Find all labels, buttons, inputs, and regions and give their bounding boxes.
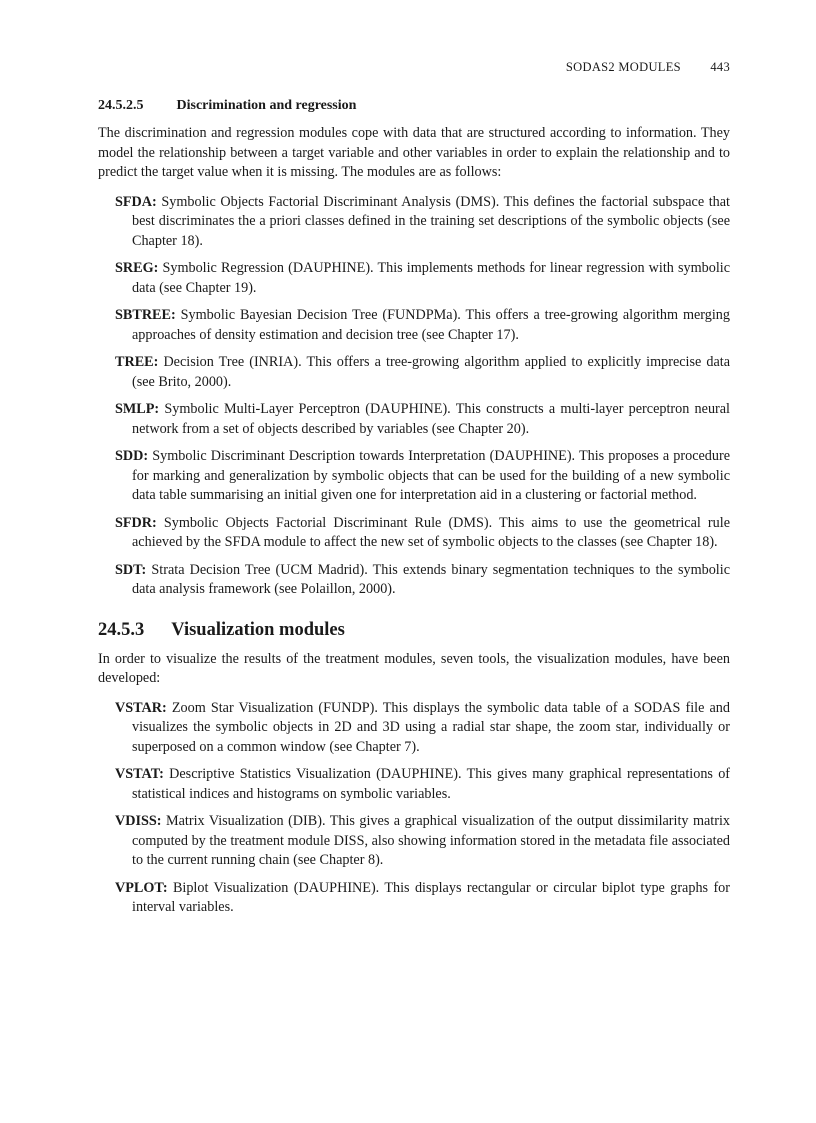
module-name: SMLP: [115,401,160,417]
module-name: SDT: [115,561,147,578]
list-item [115,514,730,553]
module-name: SDD: [115,448,149,464]
discrimination-module-list [98,193,730,600]
subsection-number: 24.5.2.5 [98,98,144,113]
list-item [115,400,730,439]
module-description: Symbolic Objects Factorial Discriminant Rule (DMS). This aims to use the geometrical rule achieved by the SFDA module to affect the new set of symbolic objects to the classes (see Chapter 18). [132,514,730,550]
list-item [115,561,730,600]
page-number: 443 [710,60,730,74]
list-item [115,812,730,871]
module-name: SFDR: [115,514,157,531]
list-item [115,447,730,506]
module-name: VSTAT: [115,766,164,782]
visualization-module-list [98,699,730,918]
module-description: Biplot Visualization (DAUPHINE). This displays rectangular or circular biplot type graphs for interval variables. [132,879,730,915]
subsection-heading [98,98,730,114]
module-name: SBTREE: [115,307,176,323]
list-item [115,306,730,345]
module-description: Symbolic Regression (DAUPHINE). This implements methods for linear regression with symbolic data (see Chapter 19). [132,260,731,296]
module-description: Zoom Star Visualization (FUNDP). This displays the symbolic data table of a SODAS file and visualizes the symbolic objects in 2D and 3D using a radial star shape, the zoom star, individually or superposed on a common window (see Chapter 7). [132,699,730,755]
running-title: SODAS2 MODULES [565,60,681,74]
section-heading [98,620,730,641]
module-name: TREE: [115,354,159,370]
module-description: Descriptive Statistics Visualization (DAUPHINE). This gives many graphical representations of statistical indices and histograms on symbolic variables. [132,766,731,802]
list-item [115,353,730,392]
module-name: VSTAR: [115,699,167,716]
list-item [115,193,730,252]
visualization-intro-paragraph: In order to visualize the results of the treatment modules, seven tools, the visualization modules, have been developed: [98,650,730,686]
running-header [98,60,730,80]
module-description: Symbolic Bayesian Decision Tree (FUNDPMa). This offers a tree-growing algorithm merging approaches of density estimation and decision tree (see Chapter 17). [132,307,730,343]
list-item [115,699,730,758]
book-page [98,60,730,926]
module-description: Symbolic Multi-Layer Perceptron (DAUPHINE). This constructs a multi-layer perceptron neural network from a set of objects described by variables (see Chapter 20). [132,401,730,437]
list-item [115,765,730,804]
module-name: SREG: [115,260,159,276]
list-item [115,879,730,918]
module-name: SFDA: [115,193,157,210]
module-description: Decision Tree (INRIA). This offers a tree-growing algorithm applied to explicitly imprecise data (see Brito, 2000). [132,354,731,390]
module-name: VPLOT: [115,879,168,896]
section-number: 24.5.3 [98,619,145,640]
module-description: Symbolic Discriminant Description towards Interpretation (DAUPHINE). This proposes a procedure for marking and generalization by symbolic objects that can be used for the building of a new symbolic data table summarising an initial given one for interpretation aid in a clustering or factorial method. [132,448,730,503]
module-description: Strata Decision Tree (UCM Madrid). This extends binary segmentation techniques to the symbolic data analysis framework (see Polaillon, 2000). [132,561,730,597]
module-description: Symbolic Objects Factorial Discriminant Analysis (DMS). This defines the factorial subspace that best discriminates the a priori classes defined in the training set descriptions of the symbolic objects (see Chapter 18). [132,193,731,249]
module-description: Matrix Visualization (DIB). This gives a graphical visualization of the output dissimilarity matrix computed by the treatment module DISS, also showing information stored in the metadata file associated to the current running chain (see Chapter 8). [132,813,731,868]
list-item [115,259,730,298]
subsection-title: Discrimination and regression [176,98,357,113]
section-title: Visualization modules [171,619,345,640]
intro-paragraph: The discrimination and regression modules cope with data that are structured according to information. They model the relationship between a target variable and other variables in order to explain the relationship and to predict the target value when it is missing. The modules are as follows: [98,125,730,180]
module-name: VDISS: [115,813,162,829]
